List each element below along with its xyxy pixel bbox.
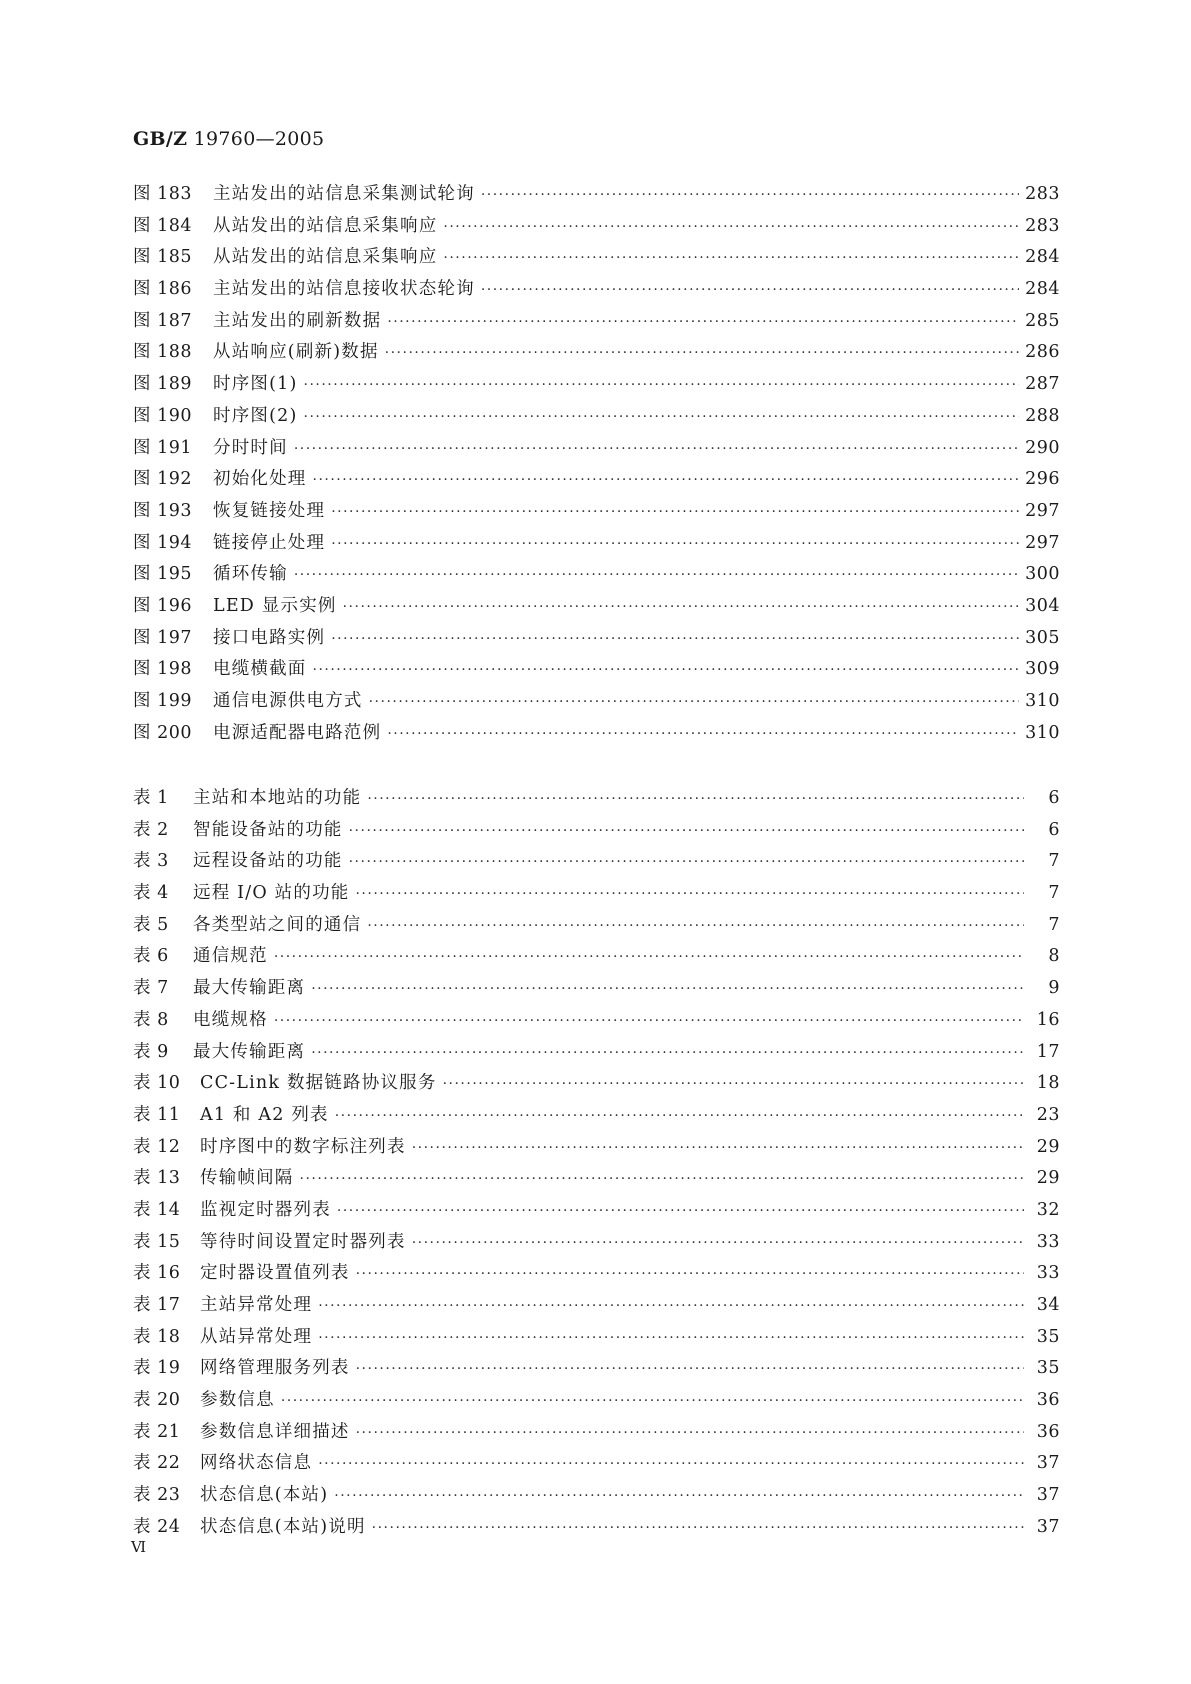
figure-entry-page: 283	[1025, 215, 1060, 236]
table-entry-page: 36	[1036, 1390, 1060, 1411]
table-entry-page: 23	[1036, 1104, 1060, 1125]
figure-entry-page: 288	[1025, 405, 1060, 426]
table-entry[interactable]	[133, 1291, 1060, 1323]
figure-entry[interactable]	[133, 370, 1060, 402]
figure-entry-number: 图 183	[133, 184, 192, 204]
table-entry-number: 表 17	[133, 1295, 181, 1315]
table-entry-number: 表 5	[133, 914, 169, 935]
figure-entry[interactable]	[133, 624, 1060, 656]
figure-entry-number: 图 193	[133, 500, 192, 521]
table-entry-title: 主站和本地站的功能	[193, 788, 362, 808]
table-entry[interactable]	[133, 1386, 1060, 1418]
table-entry[interactable]	[133, 1481, 1060, 1513]
figure-entry-page: 287	[1025, 374, 1060, 395]
dot-leader	[304, 409, 1020, 425]
dot-leader	[481, 187, 1019, 203]
figure-entry[interactable]	[133, 719, 1060, 751]
figure-entry-title: 时序图(1)	[213, 374, 298, 395]
table-entry-number: 表 18	[133, 1326, 181, 1347]
figure-entry-number: 图 184	[133, 215, 192, 236]
dot-leader	[274, 1013, 1024, 1029]
figure-entry-number: 图 199	[133, 691, 192, 711]
dot-leader	[334, 1488, 1024, 1504]
figure-entry-title: 接口电路实例	[213, 627, 326, 648]
figure-entry[interactable]	[133, 560, 1060, 592]
table-entry[interactable]	[133, 1513, 1060, 1545]
figure-entry-page: 310	[1025, 691, 1060, 711]
figure-entry-title: 链接停止处理	[213, 532, 326, 553]
figure-entry-page: 296	[1025, 469, 1060, 490]
figure-entry[interactable]	[133, 307, 1060, 339]
figure-entry-number: 图 194	[133, 532, 192, 553]
table-entry[interactable]	[133, 1101, 1060, 1133]
figure-entry-number: 图 186	[133, 279, 192, 300]
figure-entry[interactable]	[133, 212, 1060, 244]
figure-entry-number: 图 197	[133, 627, 192, 648]
table-entry-number: 表 7	[133, 978, 169, 999]
dot-leader	[331, 631, 1019, 647]
table-entry-title: 各类型站之间的通信	[193, 914, 362, 935]
table-entry-title: 定时器设置值列表	[200, 1263, 350, 1284]
table-entry-title: 状态信息(本站)	[200, 1485, 329, 1506]
table-entry-number: 表 24	[133, 1516, 181, 1537]
figure-entry-title: 从站响应(刷新)数据	[213, 342, 379, 363]
dot-leader	[343, 599, 1020, 615]
dot-leader	[337, 1203, 1024, 1219]
figure-entry[interactable]	[133, 402, 1060, 434]
table-entry-title: 参数信息	[200, 1390, 275, 1411]
figure-entry-title: 从站发出的站信息采集响应	[213, 215, 438, 236]
dot-leader	[349, 854, 1024, 870]
table-entry-number: 表 12	[133, 1136, 181, 1157]
table-entry-page: 29	[1036, 1136, 1060, 1157]
table-entry-page: 29	[1036, 1168, 1060, 1189]
table-entry-title: 传输帧间隔	[200, 1168, 294, 1189]
table-entry-page: 37	[1036, 1453, 1060, 1474]
table-entry-page: 35	[1036, 1326, 1060, 1347]
table-entry-title: 智能设备站的功能	[193, 819, 343, 840]
table-entry-title: 最大传输距离	[193, 1041, 306, 1062]
table-entry-page: 37	[1036, 1485, 1060, 1506]
table-entry[interactable]	[133, 1228, 1060, 1260]
dot-leader	[274, 949, 1024, 965]
table-entry[interactable]	[133, 1259, 1060, 1291]
table-entry[interactable]	[133, 784, 1060, 816]
figure-entry-page: 310	[1025, 722, 1060, 743]
figure-entry-page: 286	[1025, 342, 1060, 363]
table-entry[interactable]	[133, 1133, 1060, 1165]
figure-entry-page: 284	[1025, 247, 1060, 268]
table-entry-title: A1 和 A2 列表	[200, 1104, 329, 1125]
figure-entry-title: 时序图(2)	[213, 405, 298, 426]
figure-entry[interactable]	[133, 687, 1060, 719]
table-entry-title: 时序图中的数字标注列表	[200, 1136, 406, 1157]
table-entry-page: 36	[1036, 1421, 1060, 1442]
dot-leader	[443, 219, 1019, 235]
page-number: Ⅵ	[131, 1538, 147, 1556]
table-entry-page: 35	[1036, 1358, 1060, 1379]
figure-entry-number: 图 196	[133, 595, 192, 616]
table-entry-title: 最大传输距离	[193, 978, 306, 999]
dot-leader	[318, 1298, 1024, 1314]
dot-leader	[313, 472, 1020, 488]
dot-leader	[300, 1171, 1025, 1187]
dot-leader	[294, 567, 1019, 583]
figure-entry-number: 图 191	[133, 437, 192, 458]
figure-entry-title: 初始化处理	[213, 469, 307, 490]
dot-leader	[367, 918, 1024, 934]
table-entry-title: 从站异常处理	[200, 1326, 313, 1347]
figure-entry-number: 图 192	[133, 469, 192, 490]
dot-leader	[304, 377, 1020, 393]
table-entry[interactable]	[133, 1418, 1060, 1450]
table-entry-number: 表 15	[133, 1231, 181, 1252]
table-entry-page: 37	[1036, 1516, 1060, 1537]
table-entry-number: 表 2	[133, 819, 169, 840]
table-entry-page: 7	[1048, 883, 1060, 904]
figure-entry-title: 通信电源供电方式	[213, 691, 363, 711]
table-entry[interactable]	[133, 1449, 1060, 1481]
figure-entry-title: 循环传输	[213, 564, 288, 585]
dot-leader	[481, 282, 1019, 298]
table-entry[interactable]	[133, 1354, 1060, 1386]
figure-entry-page: 297	[1025, 532, 1060, 553]
dot-leader	[349, 823, 1024, 839]
figure-entry-number: 图 185	[133, 247, 192, 268]
dot-leader	[385, 345, 1019, 361]
figure-list	[133, 180, 1060, 750]
dot-leader	[318, 1456, 1024, 1472]
table-entry-number: 表 11	[133, 1104, 181, 1125]
table-entry-title: 网络管理服务列表	[200, 1358, 350, 1379]
figure-entry-number: 图 198	[133, 659, 192, 680]
figure-entry-page: 304	[1025, 595, 1060, 616]
dot-leader	[387, 314, 1019, 330]
table-entry-number: 表 9	[133, 1041, 169, 1062]
dot-leader	[313, 662, 1020, 678]
table-entry-page: 7	[1048, 851, 1060, 872]
dot-leader	[355, 886, 1024, 902]
figure-entry-title: 主站发出的站信息采集测试轮询	[213, 184, 475, 204]
table-entry-page: 6	[1048, 819, 1060, 840]
table-entry-number: 表 6	[133, 946, 169, 967]
table-entry-title: 电缆规格	[193, 1009, 268, 1030]
dot-leader	[369, 694, 1019, 710]
table-entry-number: 表 13	[133, 1168, 181, 1189]
dot-leader	[294, 441, 1019, 457]
dot-leader	[412, 1235, 1024, 1251]
table-entry-page: 34	[1036, 1295, 1060, 1315]
table-entry-page: 33	[1036, 1231, 1060, 1252]
figure-entry-page: 283	[1025, 184, 1060, 204]
figure-entry[interactable]	[133, 655, 1060, 687]
dot-leader	[311, 1045, 1024, 1061]
dot-leader	[356, 1361, 1024, 1377]
table-entry[interactable]	[133, 1323, 1060, 1355]
dot-leader	[356, 1266, 1024, 1282]
figure-entry[interactable]	[133, 180, 1060, 212]
table-entry-number: 表 20	[133, 1390, 181, 1411]
table-entry[interactable]	[133, 911, 1060, 943]
table-entry-page: 9	[1048, 978, 1060, 999]
figure-entry[interactable]	[133, 592, 1060, 624]
table-entry-title: 主站异常处理	[200, 1295, 313, 1315]
dot-leader	[356, 1425, 1024, 1441]
table-entry-number: 表 4	[133, 883, 169, 904]
table-entry-page: 8	[1048, 946, 1060, 967]
figure-entry-number: 图 200	[133, 722, 192, 743]
table-entry-number: 表 3	[133, 851, 169, 872]
table-entry-title: 远程设备站的功能	[193, 851, 343, 872]
figure-entry[interactable]	[133, 465, 1060, 497]
table-entry-number: 表 16	[133, 1263, 181, 1284]
figure-entry-title: 分时时间	[213, 437, 288, 458]
table-entry[interactable]	[133, 1069, 1060, 1101]
table-entry-page: 7	[1048, 914, 1060, 935]
figure-entry-title: 恢复链接处理	[213, 500, 326, 521]
document-header	[133, 128, 324, 150]
figure-entry-title: 电源适配器电路范例	[213, 722, 382, 743]
table-entry[interactable]	[133, 974, 1060, 1006]
dot-leader	[281, 1393, 1024, 1409]
figure-entry[interactable]	[133, 497, 1060, 529]
table-entry-page: 16	[1036, 1009, 1060, 1030]
table-entry[interactable]	[133, 1196, 1060, 1228]
dot-leader	[331, 504, 1019, 520]
table-entry-title: 监视定时器列表	[200, 1199, 331, 1220]
table-list	[133, 784, 1060, 1545]
dot-leader	[412, 1140, 1024, 1156]
table-entry-number: 表 10	[133, 1073, 181, 1094]
table-entry[interactable]	[133, 879, 1060, 911]
figure-entry[interactable]	[133, 529, 1060, 561]
table-entry-page: 17	[1036, 1041, 1060, 1062]
standard-code: GB/Z	[133, 128, 188, 150]
figure-entry-title: 从站发出的站信息采集响应	[213, 247, 438, 268]
table-entry[interactable]	[133, 1164, 1060, 1196]
figure-entry-number: 图 187	[133, 310, 192, 331]
figure-entry-number: 图 188	[133, 342, 192, 363]
dot-leader	[311, 981, 1024, 997]
figure-entry[interactable]	[133, 243, 1060, 275]
table-entry-number: 表 21	[133, 1421, 181, 1442]
figure-entry-page: 285	[1025, 310, 1060, 331]
table-entry-page: 32	[1036, 1199, 1060, 1220]
table-entry-title: 状态信息(本站)说明	[200, 1516, 366, 1537]
table-entry-page: 18	[1036, 1073, 1060, 1094]
dot-leader	[367, 791, 1024, 807]
table-entry-title: CC-Link 数据链路协议服务	[200, 1073, 437, 1094]
figure-entry[interactable]	[133, 338, 1060, 370]
dot-leader	[443, 1076, 1024, 1092]
figure-entry-title: 主站发出的刷新数据	[213, 310, 382, 331]
figure-entry[interactable]	[133, 275, 1060, 307]
table-entry-number: 表 23	[133, 1485, 181, 1506]
figure-entry-title: 电缆横截面	[213, 659, 307, 680]
table-entry[interactable]	[133, 1006, 1060, 1038]
table-entry-title: 远程 I/O 站的功能	[193, 883, 350, 904]
table-entry-number: 表 14	[133, 1199, 181, 1220]
figure-entry-title: 主站发出的站信息接收状态轮询	[213, 279, 475, 300]
dot-leader	[331, 536, 1019, 552]
dot-leader	[372, 1520, 1024, 1536]
figure-entry-page: 305	[1025, 627, 1060, 648]
table-entry-number: 表 1	[133, 788, 169, 808]
table-entry-title: 参数信息详细描述	[200, 1421, 350, 1442]
table-entry-number: 表 8	[133, 1009, 169, 1030]
table-entry-title: 网络状态信息	[200, 1453, 313, 1474]
table-entry[interactable]	[133, 942, 1060, 974]
table-entry-page: 33	[1036, 1263, 1060, 1284]
figure-entry[interactable]	[133, 434, 1060, 466]
table-entry-title: 通信规范	[193, 946, 268, 967]
figure-entry-number: 图 190	[133, 405, 192, 426]
figure-entry-page: 290	[1025, 437, 1060, 458]
table-entry[interactable]	[133, 1038, 1060, 1070]
dot-leader	[443, 250, 1019, 266]
table-entry-number: 表 19	[133, 1358, 181, 1379]
figure-entry-number: 图 195	[133, 564, 192, 585]
figure-entry-page: 284	[1025, 279, 1060, 300]
dot-leader	[318, 1330, 1024, 1346]
figure-entry-page: 309	[1025, 659, 1060, 680]
figure-entry-number: 图 189	[133, 374, 192, 395]
dot-leader	[335, 1108, 1024, 1124]
figure-entry-page: 297	[1025, 500, 1060, 521]
figure-entry-title: LED 显示实例	[213, 595, 337, 616]
dot-leader	[387, 726, 1019, 742]
table-entry-title: 等待时间设置定时器列表	[200, 1231, 406, 1252]
table-entry-number: 表 22	[133, 1453, 181, 1474]
standard-number: 19760—2005	[193, 128, 325, 150]
table-entry-page: 6	[1048, 788, 1060, 808]
table-entry[interactable]	[133, 847, 1060, 879]
table-entry[interactable]	[133, 816, 1060, 848]
figure-entry-page: 300	[1025, 564, 1060, 585]
